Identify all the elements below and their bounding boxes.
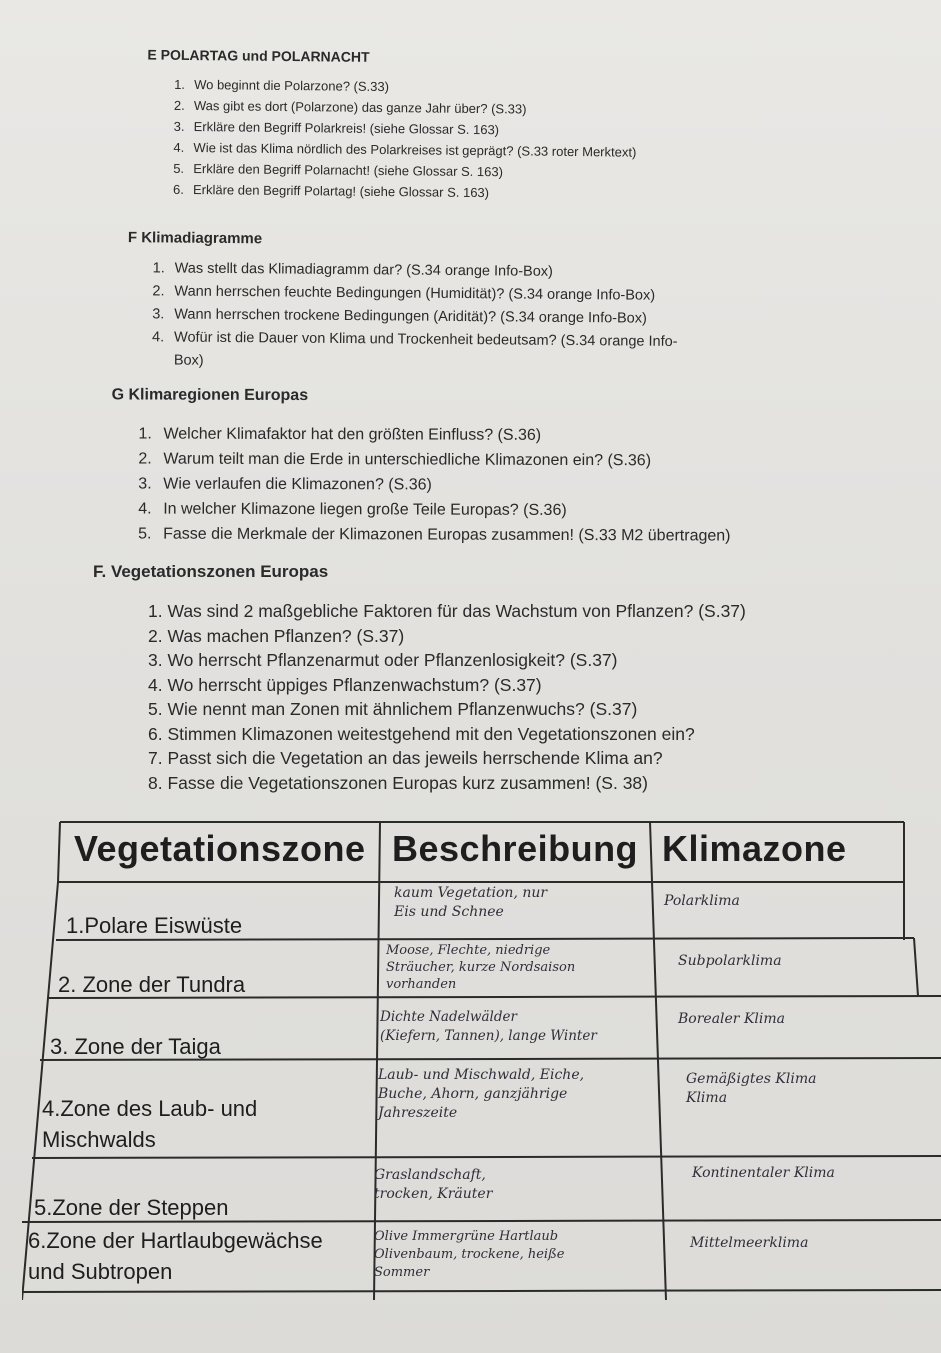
header-klimazone: Klimazone: [662, 828, 847, 869]
question-item: 4. In welcher Klimazone liegen große Teile Europas? (S.36): [138, 500, 567, 519]
section-title: G Klimaregionen Europas: [111, 386, 309, 405]
question-item: 1. Was sind 2 maßgebliche Faktoren für das Wachstum von Pflanzen? (S.37): [148, 601, 746, 621]
zone-cell: 4.Zone des Laub- und Mischwalds: [42, 1096, 258, 1152]
question-item: 5. Wie nennt man Zonen mit ähnlichem Pflanzenwuchs? (S.37): [148, 699, 638, 719]
header-vegetationszone: Vegetationszone: [74, 828, 366, 869]
question-item: 2. Was machen Pflanzen? (S.37): [148, 625, 405, 646]
question-item: 2. Warum teilt man die Erde in unterschiedliche Klimazonen ein? (S.36): [138, 450, 652, 470]
question-item: 5. Fasse die Merkmale der Klimazonen Europas zusammen! (S.33 M2 übertragen): [138, 525, 731, 545]
header-beschreibung: Beschreibung: [392, 828, 639, 869]
question-item-continuation: Box): [173, 352, 204, 369]
beschreibung-cell[interactable]: Dichte Nadelwälder (Kiefern, Tannen), lange Winter: [380, 1009, 597, 1044]
question-list: [173, 74, 637, 205]
question-list: [148, 599, 746, 795]
question-item: 2. Was gibt es dort (Polarzone) das ganze Jahr über? (S.33): [173, 97, 527, 117]
vegetation-table: [22, 820, 941, 1300]
question-item: 8. Fasse die Vegetationszonen Europas kurz zusammen! (S. 38): [148, 772, 648, 793]
klimazone-cell[interactable]: Kontinentaler Klima: [692, 1165, 835, 1181]
question-item: 6. Stimmen Klimazonen weitestgehend mit den Vegetationszonen ein?: [148, 723, 695, 744]
question-item: 7. Passt sich die Vegetation an das jeweils herrschende Klima an?: [148, 748, 663, 768]
klimazone-cell[interactable]: Polarklima: [664, 893, 740, 909]
question-item: 3. Wann herrschen trockene Bedingungen (Aridität)? (S.34 orange Info-Box): [152, 306, 647, 327]
question-item: 4. Wofür ist die Dauer von Klima und Trockenheit bedeutsam? (S.34 orange Info-: [151, 329, 678, 350]
question-item: 4. Wo herrscht üppiges Pflanzenwachstum? (S.37): [148, 674, 542, 695]
question-item: 3. Erkläre den Begriff Polarkreis! (siehe Glossar S. 163): [173, 118, 500, 138]
klimazone-cell[interactable]: Mittelmeerklima: [690, 1235, 809, 1251]
section-title: F Klimadiagramme: [127, 229, 263, 248]
question-item: 6. Erkläre den Begriff Polartag! (siehe Glossar S. 163): [172, 181, 490, 201]
question-item: 1. Was stellt das Klimadiagramm dar? (S.34 orange Info-Box): [152, 260, 553, 280]
beschreibung-cell[interactable]: Moose, Flechte, niedrige Sträucher, kurze Nordsaison vorhanden: [386, 943, 576, 992]
beschreibung-cell[interactable]: Olive Immergrüne Hartlaub Olivenbaum, trockene, heiße Sommer: [374, 1229, 565, 1280]
question-item: 2. Wann herrschen feuchte Bedingungen (Humidität)? (S.34 orange Info-Box): [152, 283, 656, 304]
beschreibung-cell[interactable]: kaum Vegetation, nur Eis und Schnee: [394, 885, 548, 920]
zone-cell: 3. Zone der Taiga: [50, 1034, 221, 1059]
zone-cell: 2. Zone der Tundra: [58, 972, 246, 997]
zone-cell: 1.Polare Eiswüste: [66, 913, 243, 938]
klimazone-cell[interactable]: Subpolarklima: [678, 953, 782, 969]
question-item: 3. Wie verlaufen die Klimazonen? (S.36): [138, 475, 432, 494]
question-item: 1. Wo beginnt die Polarzone? (S.33): [174, 76, 390, 95]
question-item: 4. Wie ist das Klima nördlich des Polarkreises ist geprägt? (S.33 roter Merktext): [173, 139, 637, 160]
beschreibung-cell[interactable]: Laub- und Mischwald, Eiche, Buche, Ahorn, ganzjährige Jahreszeite: [378, 1067, 585, 1121]
question-item: 1. Welcher Klimafaktor hat den größten Einfluss? (S.36): [138, 425, 542, 444]
zone-cell: 5.Zone der Steppen: [34, 1195, 229, 1220]
question-list: [152, 257, 678, 377]
klimazone-cell[interactable]: Gemäßigtes Klima Klima: [686, 1071, 817, 1106]
section-title: E POLARTAG und POLARNACHT: [147, 46, 370, 65]
zone-cell: 6.Zone der Hartlaubgewächse und Subtropen: [28, 1228, 323, 1284]
question-item: 5. Erkläre den Begriff Polarnacht! (siehe Glossar S. 163): [173, 160, 504, 180]
beschreibung-cell[interactable]: Graslandschaft, trocken, Kräuter: [374, 1167, 493, 1202]
section-title: F. Vegetationszonen Europas: [93, 562, 329, 581]
question-item: 3. Wo herrscht Pflanzenarmut oder Pflanzenlosigkeit? (S.37): [148, 650, 618, 670]
question-list: [138, 421, 731, 548]
klimazone-cell[interactable]: Borealer Klima: [678, 1011, 785, 1027]
